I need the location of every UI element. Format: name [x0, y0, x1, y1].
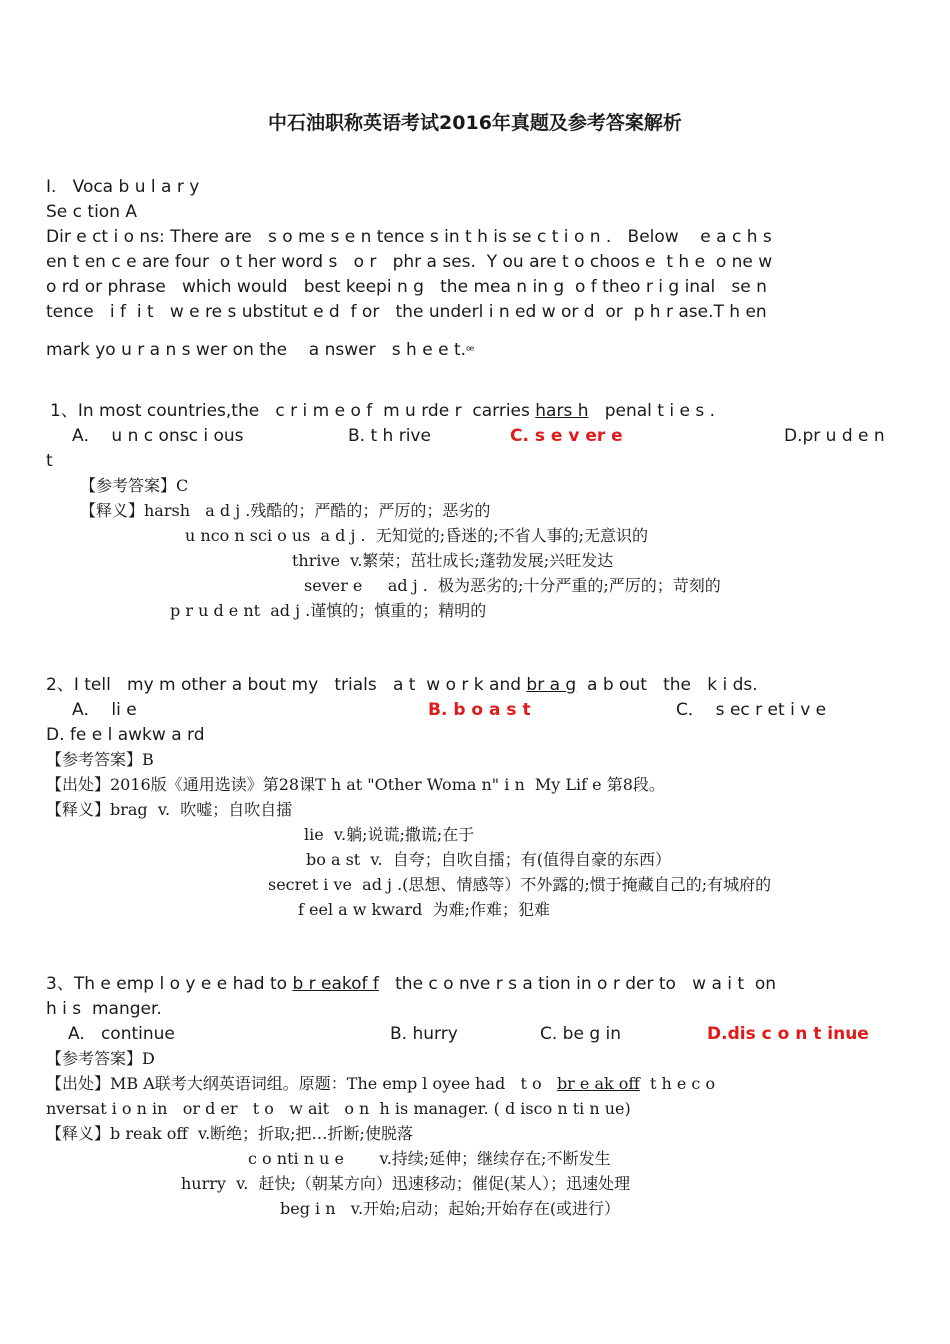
q3-source: 【出处】MB A联考大纲英语词组。原题：The emp l oyee had t o br e ak off t h e c o	[46, 1074, 716, 1093]
q2-gloss-main: 【释义】brag v. 吹嘘；自吹自擂	[46, 800, 293, 819]
q1-answer: 【参考答案】C	[80, 476, 189, 495]
q1-gloss-4: p r u d e nt ad j .谨慎的；慎重的；精明的	[170, 601, 487, 620]
q2-gloss-4: f eel a w kward 为难;作难；犯难	[298, 900, 550, 919]
q2-underlined-word: br a g	[526, 675, 577, 695]
q1-gloss-3: sever e ad j . 极为恶劣的;十分严重的;严厉的；苛刻的	[304, 576, 721, 595]
section-heading: Se c tion A	[46, 202, 138, 222]
q1-gloss-main: 【释义】harsh a d j .残酷的；严酷的；严厉的；恶劣的	[80, 501, 491, 520]
q3-gloss-1: c o nti n u e v.持续;延伸；继续存在;不断发生	[248, 1149, 611, 1168]
q2-stem: 2、I tell my m other a bout my trials a t w o r k and br a g a b out the k i ds.	[46, 675, 758, 695]
q2-answer: 【参考答案】B	[46, 750, 154, 769]
directions-line-3: o rd or phrase which would best keepi n g the mea n in g o f theo r i g inal se n	[46, 277, 767, 297]
q2-gloss-1: lie v.躺;说谎;撒谎;在于	[304, 825, 475, 844]
q1-stem: 1、In most countries,the c r i m e o f m u rde r carries hars h penal t i e s .	[50, 401, 715, 421]
q3-source-underlined: br e ak off	[556, 1074, 640, 1093]
q3-gloss-main: 【释义】b reak off v.断绝；折取;把…折断;使脱落	[46, 1124, 413, 1143]
q3-gloss-3: beg i n v.开始;启动；起始;开始存在(或进行）	[280, 1199, 621, 1218]
q1-option-a: A． u n c onsc i ous	[72, 426, 244, 446]
q3-option-c: C. be g in	[540, 1024, 622, 1044]
directions-line-5: mark yo u r a n s wer on the a nswer s h e e t.ꟹ	[46, 340, 475, 360]
directions-line-1: Dir e ct i o ns: There are s o me s e n tence s in t h is se c t i o n . Below e a c h s	[46, 227, 772, 247]
q2-gloss-3: secret i ve ad j .(思想、情感等）不外露的;惯于掩藏自己的;有城府的	[268, 875, 772, 894]
q2-option-d: D. fe e l awkw a rd	[46, 725, 205, 745]
q2-option-a: A． li e	[72, 700, 137, 720]
q3-option-b: B. hurry	[390, 1024, 458, 1044]
q3-source-line-2: nversat i o n in or d er t o w ait o n h is manager. ( d isco n ti n ue)	[46, 1099, 631, 1118]
q1-option-d-wrap: t	[46, 451, 53, 471]
q1-gloss-2: thrive v.繁荣；茁壮成长;蓬勃发展;兴旺发达	[292, 551, 614, 570]
q2-option-b-correct: B. b o a s t	[428, 700, 531, 720]
q3-underlined-word: b r eakof f	[292, 974, 379, 994]
q3-stem: 3、Th e emp l o y e e had to b r eakof f the c o nve r s a tion in o r der to w a i t on	[46, 974, 777, 994]
q3-answer: 【参考答案】D	[46, 1049, 155, 1068]
q1-option-d: D.pr u d e n	[784, 426, 885, 446]
page-title: 中石油职称英语考试2016年真题及参考答案解析	[268, 112, 682, 134]
part-heading: I. Voca b u l a r y	[46, 177, 200, 197]
q2-source: 【出处】2016版《通用选读》第28课T h at "Other Woma n" i n My Lif e 第8段。	[46, 775, 665, 794]
q2-option-c: C． s ec r et i v e	[676, 700, 827, 720]
directions-line-4: tence i f i t w e re s ubstitut e d f or the underl i n ed w or d or p h r ase.T h en	[46, 302, 767, 322]
paragraph-mark-icon: ꟹ	[466, 344, 475, 359]
directions-line-2: en t en c e are four o t her word s o r phr a ses. Y ou are t o choos e t h e o ne w	[46, 252, 773, 272]
q2-gloss-2: bo a st v. 自夸；自吹自擂；有(值得自豪的东西）	[306, 850, 672, 869]
q1-option-c-correct: C. s e v er e	[510, 426, 623, 446]
q3-stem-line-2: h i s manger.	[46, 999, 162, 1019]
q3-option-d-correct: D.dis c o n t inue	[707, 1024, 869, 1044]
q1-underlined-word: hars h	[535, 401, 589, 421]
q1-gloss-1: u nco n sci o us a d j . 无知觉的;昏迷的;不省人事的;无意识的	[185, 526, 648, 545]
q3-gloss-2: hurry v. 赶快;（朝某方向）迅速移动；催促(某人）；迅速处理	[181, 1174, 631, 1193]
q3-option-a: A. continue	[68, 1024, 175, 1044]
q1-option-b: B. t h rive	[348, 426, 431, 446]
